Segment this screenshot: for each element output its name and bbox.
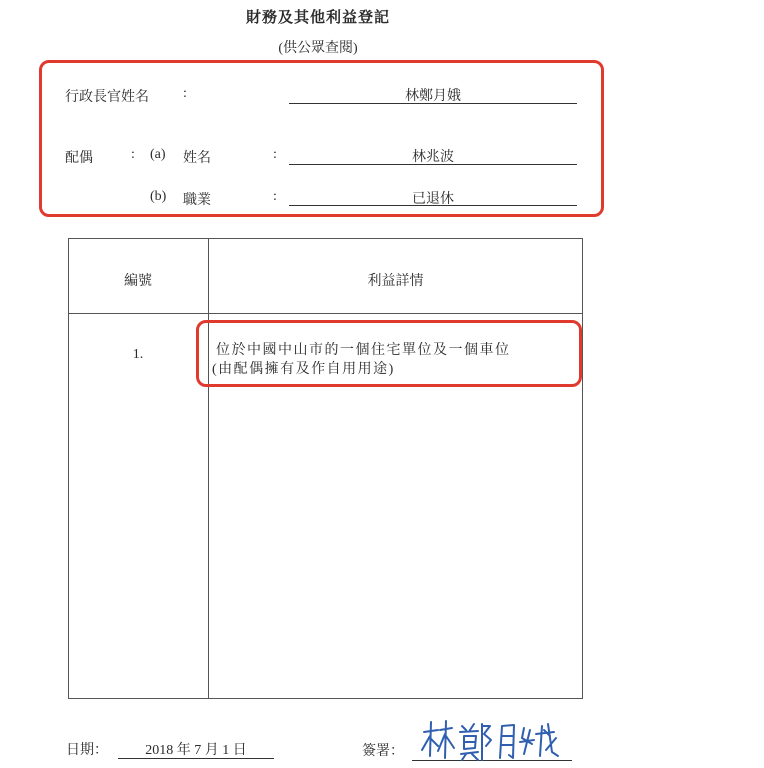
- table-header-number: 編號: [124, 274, 152, 289]
- form-title: 財務及其他利益登記: [245, 10, 390, 26]
- spouse-occupation-label: 職業: [183, 193, 211, 208]
- spouse-name-colon: :: [273, 147, 277, 162]
- spouse-name-label: 姓名: [183, 151, 211, 166]
- table-header-divider: [68, 313, 583, 314]
- spouse-occupation-colon: :: [273, 189, 277, 204]
- table-row-detail-line1: 位於中國中山市的一個住宅單位及一個車位: [216, 343, 511, 358]
- spouse-name-value: 林兆波: [412, 150, 454, 165]
- table-header-details: 利益詳情: [367, 274, 424, 289]
- spouse-occupation-value: 已退休: [412, 192, 454, 207]
- highlight-box-detail: [196, 320, 582, 387]
- table-row-detail-line2: (由配偶擁有及作自用用途): [212, 362, 395, 377]
- officer-name-value: 林鄭月娥: [405, 89, 461, 104]
- table-column-divider: [208, 238, 209, 699]
- spouse-label: 配偶: [65, 151, 93, 166]
- signature-label: 簽署：: [362, 744, 404, 759]
- spouse-a-marker: (a): [150, 147, 166, 162]
- spouse-colon: :: [131, 147, 135, 162]
- handwritten-signature: [418, 718, 568, 766]
- date-value: 2018 年 7 月 1 日: [145, 743, 247, 758]
- officer-name-colon: :: [183, 86, 187, 101]
- interests-table: [68, 238, 583, 699]
- table-row-number: 1.: [132, 347, 144, 362]
- date-label: 日期：: [66, 743, 108, 758]
- spouse-b-marker: (b): [150, 189, 167, 204]
- officer-name-label: 行政長官姓名: [65, 90, 149, 105]
- form-subtitle: (供公眾查閱): [278, 41, 358, 56]
